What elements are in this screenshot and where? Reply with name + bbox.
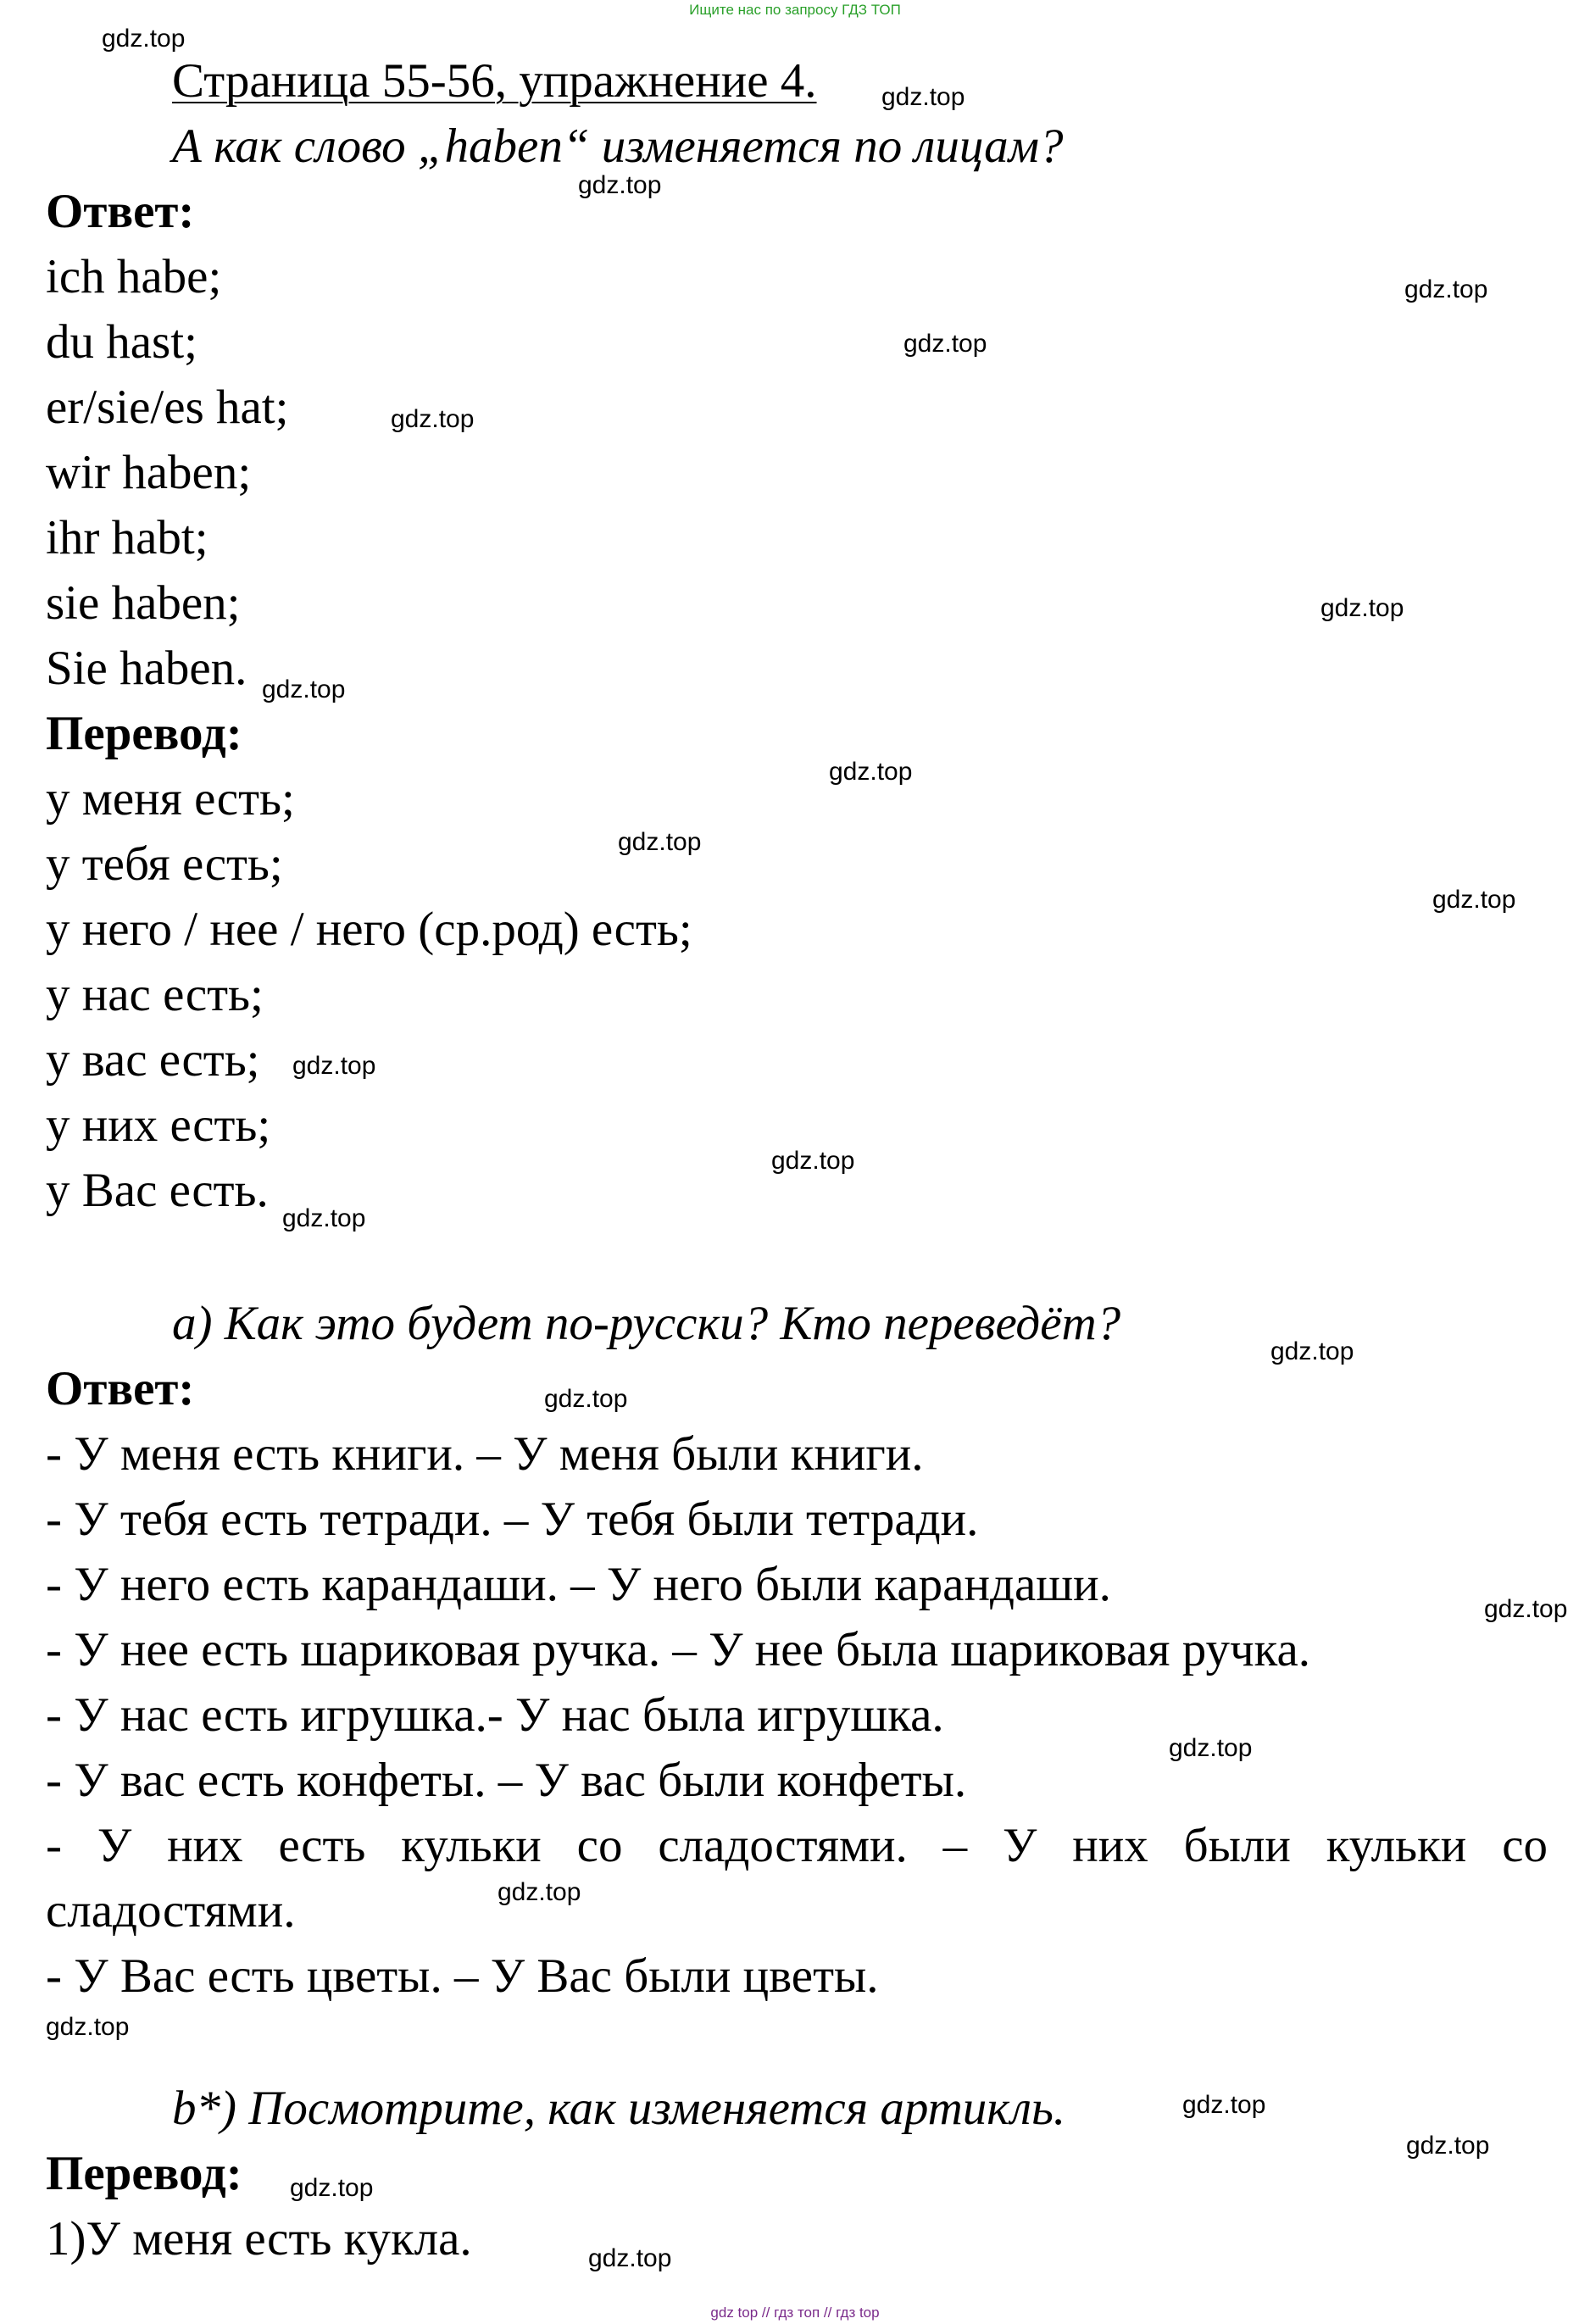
- watermark: gdz.top: [1320, 594, 1404, 622]
- answer-line: er/sie/es hat;: [46, 381, 289, 434]
- answer-sentence: - У Вас есть цветы. – У Вас были цветы.: [46, 1949, 879, 2003]
- answer-line: sie haben;: [46, 576, 241, 630]
- watermark: gdz.top: [282, 1204, 366, 1232]
- watermark: gdz.top: [1182, 2091, 1266, 2119]
- watermark: gdz.top: [578, 171, 662, 199]
- watermark: gdz.top: [1270, 1337, 1354, 1365]
- watermark: gdz.top: [903, 330, 987, 358]
- answer-label-1: Ответ:: [46, 185, 195, 238]
- answer-sentence: - У вас есть конфеты. – У вас были конфеты.: [46, 1754, 967, 1807]
- answer-label-2: Ответ:: [46, 1362, 195, 1415]
- search-banner: Ищите нас по запросу ГДЗ ТОП: [689, 2, 901, 18]
- answer-line: ich habe;: [46, 250, 222, 303]
- watermark: gdz.top: [46, 2013, 130, 2041]
- answer-line: Sie haben.: [46, 642, 247, 695]
- watermark: gdz.top: [292, 1052, 376, 1080]
- watermark: gdz.top: [391, 405, 475, 433]
- answer-sentence: - У них есть кульки со сладостями. – У них были кульки со: [46, 1819, 1548, 1872]
- answer-sentence: - У нас есть игрушка.- У нас была игрушка.: [46, 1688, 944, 1742]
- translation-label-1: Перевод:: [46, 707, 242, 760]
- watermark: gdz.top: [588, 2244, 672, 2272]
- watermark: gdz.top: [290, 2174, 374, 2202]
- watermark: gdz.top: [881, 83, 965, 111]
- question-1: А как слово „haben“ изменяется по лицам?: [172, 120, 1064, 173]
- translation-sentence: 1)У меня есть кукла.: [46, 2212, 472, 2266]
- watermark: gdz.top: [262, 676, 346, 703]
- watermark: gdz.top: [618, 828, 702, 856]
- watermark: gdz.top: [544, 1385, 628, 1413]
- watermark: gdz.top: [829, 758, 913, 786]
- translation-line: у него / нее / него (ср.род) есть;: [46, 903, 692, 956]
- translation-line: у Вас есть.: [46, 1164, 269, 1217]
- answer-sentence: сладостями.: [46, 1884, 296, 1938]
- answer-sentence: - У тебя есть тетради. – У тебя были тетради.: [46, 1493, 979, 1546]
- translation-line: у нас есть;: [46, 968, 264, 1021]
- question-3: b*) Посмотрите, как изменяется артикль.: [172, 2082, 1066, 2135]
- watermark: gdz.top: [498, 1878, 581, 1906]
- answer-line: du hast;: [46, 315, 197, 369]
- answer-sentence: - У него есть карандаши. – У него были карандаши.: [46, 1558, 1111, 1611]
- translation-label-3: Перевод:: [46, 2147, 242, 2200]
- watermark: gdz.top: [1404, 275, 1488, 303]
- answer-sentence: - У нее есть шариковая ручка. – У нее была шариковая ручка.: [46, 1623, 1311, 1676]
- footer-watermark: gdz top // гдз топ // гдз top: [710, 2305, 880, 2321]
- answer-line: wir haben;: [46, 446, 252, 499]
- watermark: gdz.top: [1484, 1595, 1568, 1623]
- translation-line: у тебя есть;: [46, 837, 283, 891]
- watermark: gdz.top: [102, 25, 186, 53]
- answer-sentence: - У меня есть книги. – У меня были книги.: [46, 1427, 924, 1481]
- translation-line: у них есть;: [46, 1098, 271, 1152]
- watermark: gdz.top: [1406, 2132, 1490, 2160]
- watermark: gdz.top: [771, 1147, 855, 1175]
- translation-line: у меня есть;: [46, 772, 295, 826]
- watermark: gdz.top: [1169, 1734, 1253, 1762]
- watermark: gdz.top: [1432, 886, 1516, 914]
- answer-line: ihr habt;: [46, 511, 208, 564]
- translation-line: у вас есть;: [46, 1033, 260, 1087]
- question-2: a) Как это будет по-русски? Кто переведёт?: [172, 1297, 1121, 1350]
- page-title: Страница 55-56, упражнение 4.: [172, 54, 817, 108]
